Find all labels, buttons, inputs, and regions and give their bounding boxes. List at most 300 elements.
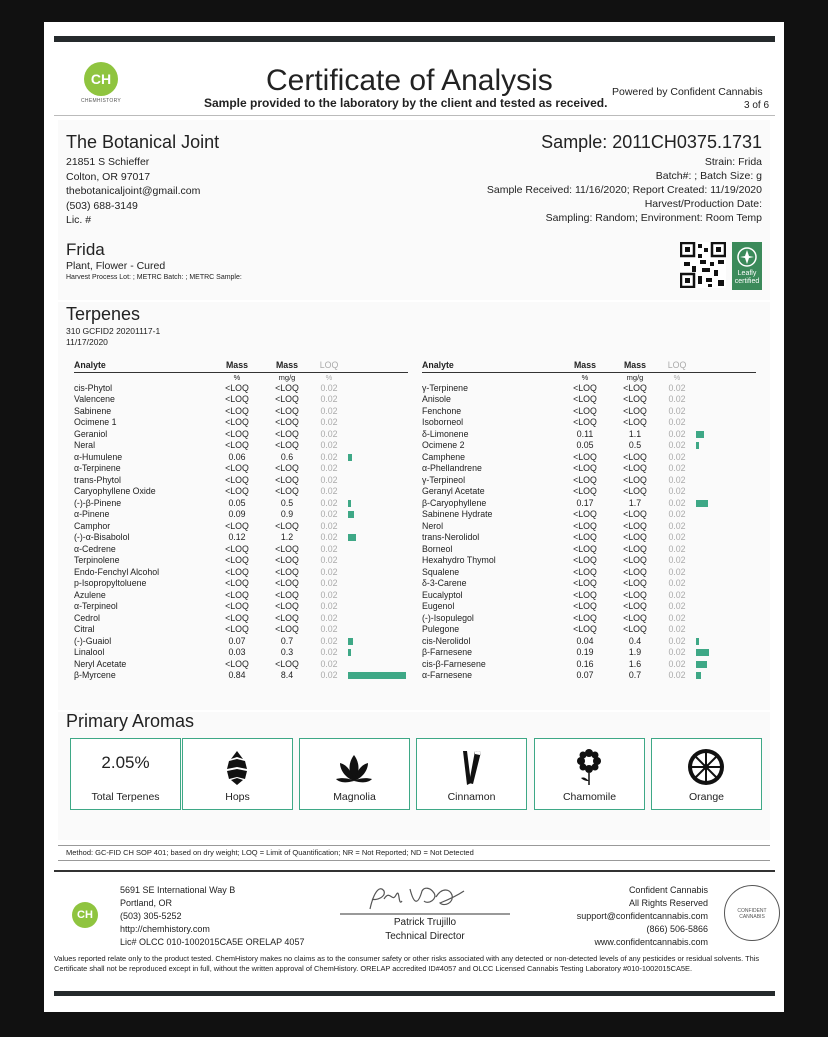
terpene-analyte: β-Caryophyllene xyxy=(422,497,487,508)
terpene-bar-cell xyxy=(346,647,408,659)
terpene-mass-mg: <LOQ xyxy=(623,520,647,531)
product-lot: Harvest Process Lot: ; METRC Batch: ; METRC Sample: xyxy=(66,274,242,281)
terpenes-table-left xyxy=(74,360,408,682)
terpene-row xyxy=(74,578,408,590)
terpene-loq: 0.02 xyxy=(668,578,686,588)
terpene-mass-pct: <LOQ xyxy=(573,566,597,577)
terpene-mass-mg: 1.6 xyxy=(628,658,642,669)
terpene-mass-mg: <LOQ xyxy=(623,612,647,623)
terpene-mass-pct: <LOQ xyxy=(573,624,597,634)
terpene-mass-mg: <LOQ xyxy=(623,417,647,427)
terpene-analyte: α-Humulene xyxy=(74,451,123,462)
terpene-loq: 0.02 xyxy=(668,463,686,473)
terpene-mass-pct: <LOQ xyxy=(225,474,249,485)
terpene-analyte: Ocimene 1 xyxy=(74,417,117,427)
cc-name: Confident Cannabis xyxy=(628,885,708,895)
terpene-bar-cell xyxy=(346,463,408,475)
terpene-loq: 0.02 xyxy=(668,405,686,416)
signer-title: Technical Director xyxy=(385,931,465,942)
terpene-analyte: cis-β-Farnesene xyxy=(422,658,486,669)
col-mass-mg: Mass xyxy=(610,360,660,372)
terpene-mass-mg: <LOQ xyxy=(275,658,299,669)
terpene-row xyxy=(74,555,408,567)
confident-cannabis-seal-icon xyxy=(724,885,780,941)
sample-batch: Batch#: ; Batch Size: g xyxy=(655,170,762,182)
terpene-mass-mg: 0.9 xyxy=(280,509,294,519)
terpene-bar xyxy=(696,442,699,449)
terpene-mass-pct: <LOQ xyxy=(225,394,249,404)
terpene-loq: 0.02 xyxy=(320,382,338,393)
terpene-analyte: Eugenol xyxy=(422,601,455,611)
terpene-mass-mg: 1.7 xyxy=(628,497,642,508)
terpene-bar-cell xyxy=(694,578,756,590)
terpene-loq: 0.02 xyxy=(320,601,338,611)
terpene-mass-mg: <LOQ xyxy=(275,417,299,427)
terpene-loq: 0.02 xyxy=(320,520,338,531)
terpene-loq: 0.02 xyxy=(668,555,686,565)
lab-info xyxy=(120,884,304,949)
terpene-bar-cell xyxy=(346,567,408,579)
terpene-bar-cell xyxy=(346,532,408,544)
terpene-loq: 0.02 xyxy=(320,497,338,508)
terpene-bar-cell xyxy=(694,590,756,602)
leafly-label: Leafly certified xyxy=(734,270,760,285)
orange-slice-icon xyxy=(686,747,726,787)
terpene-analyte: α-Farnesene xyxy=(422,670,473,680)
product-type: Plant, Flower - Cured xyxy=(66,260,166,272)
terpene-bar-cell xyxy=(694,452,756,464)
cc-website[interactable]: www.confidentcannabis.com xyxy=(594,937,708,947)
unit-pct: % xyxy=(581,372,589,382)
divider xyxy=(58,860,770,861)
terpene-analyte: δ-Limonene xyxy=(422,428,469,439)
terpene-analyte: α-Terpineol xyxy=(74,601,118,611)
terpene-loq: 0.02 xyxy=(320,647,338,657)
terpene-analyte: Endo-Fenchyl Alcohol xyxy=(74,566,160,577)
terpene-bar-cell xyxy=(694,394,756,406)
terpene-mass-mg: 0.6 xyxy=(280,451,294,462)
col-analyte: Analyte xyxy=(74,360,212,372)
terpene-analyte: Anisole xyxy=(422,394,451,404)
aroma-label: Hops xyxy=(225,791,250,803)
terpene-mass-pct: 0.11 xyxy=(576,428,594,439)
sample-sampling: Sampling: Random; Environment: Room Temp xyxy=(545,212,762,224)
terpene-mass-pct: <LOQ xyxy=(225,520,249,531)
terpene-mass-mg: 1.9 xyxy=(628,647,642,657)
terpene-bar xyxy=(348,534,356,541)
terpene-analyte: Pulegone xyxy=(422,624,460,634)
terpene-bar-cell xyxy=(346,394,408,406)
terpene-loq: 0.02 xyxy=(320,624,338,634)
terpene-analyte: γ-Terpineol xyxy=(422,474,466,485)
terpene-mass-pct: <LOQ xyxy=(225,589,249,600)
terpene-mass-mg: <LOQ xyxy=(623,474,647,485)
signature-image xyxy=(340,881,510,915)
terpene-mass-mg: 0.3 xyxy=(280,647,294,657)
terpene-bar-cell xyxy=(694,440,756,452)
terpene-bar xyxy=(696,661,707,668)
terpene-analyte: Ocimene 2 xyxy=(422,440,465,450)
terpene-bar-cell xyxy=(694,544,756,556)
terpene-mass-mg: 0.4 xyxy=(628,635,642,646)
chamomile-icon xyxy=(569,747,609,787)
terpene-mass-pct: <LOQ xyxy=(573,451,597,462)
terpene-loq: 0.02 xyxy=(320,612,338,623)
terpene-bar xyxy=(348,511,354,518)
terpene-loq: 0.02 xyxy=(668,543,686,554)
hops-icon xyxy=(217,747,257,787)
terpene-row xyxy=(422,578,756,590)
terpene-bar xyxy=(348,454,352,461)
terpene-loq: 0.02 xyxy=(320,394,338,404)
aroma-total-terpenes xyxy=(70,738,181,810)
terpene-analyte: cis-Nerolidol xyxy=(422,635,471,646)
terpene-bar-cell xyxy=(694,509,756,521)
terpene-analyte: Squalene xyxy=(422,566,460,577)
terpene-loq: 0.02 xyxy=(320,451,338,462)
terpene-bar-cell xyxy=(346,417,408,429)
terpene-row xyxy=(422,521,756,533)
document-title: Certificate of Analysis xyxy=(266,64,553,97)
terpene-bar-cell xyxy=(346,383,408,395)
terpene-loq: 0.02 xyxy=(668,658,686,669)
cc-email[interactable]: support@confidentcannabis.com xyxy=(576,911,708,921)
terpene-bar xyxy=(696,649,709,656)
terpene-bar-cell xyxy=(694,521,756,533)
terpene-mass-pct: <LOQ xyxy=(573,532,597,542)
terpene-loq: 0.02 xyxy=(320,474,338,485)
terpene-mass-mg: <LOQ xyxy=(623,394,647,404)
terpene-mass-mg: <LOQ xyxy=(623,601,647,611)
terpene-row xyxy=(74,521,408,533)
terpene-analyte: Eucalyptol xyxy=(422,589,463,600)
terpene-mass-mg: 0.7 xyxy=(628,670,642,680)
terpene-analyte: Borneol xyxy=(422,543,453,554)
terpene-loq: 0.02 xyxy=(320,670,338,680)
terpene-analyte: β-Farnesene xyxy=(422,647,473,657)
terpene-row xyxy=(74,613,408,625)
lab-website[interactable]: http://chemhistory.com xyxy=(120,924,210,934)
terpene-mass-pct: <LOQ xyxy=(225,601,249,611)
terpene-analyte: Geranyl Acetate xyxy=(422,486,485,496)
terpene-loq: 0.02 xyxy=(320,463,338,473)
terpene-mass-pct: <LOQ xyxy=(225,440,249,450)
terpene-row xyxy=(422,601,756,613)
terpene-mass-pct: 0.05 xyxy=(576,440,594,450)
terpene-mass-pct: 0.84 xyxy=(228,670,246,680)
terpene-bar-cell xyxy=(694,555,756,567)
terpene-mass-mg: <LOQ xyxy=(623,624,647,634)
terpene-row xyxy=(74,486,408,498)
terpene-loq: 0.02 xyxy=(320,578,338,588)
chemhistory-footer-logo: CH xyxy=(72,902,98,928)
terpene-mass-pct: <LOQ xyxy=(225,658,249,669)
terpene-mass-mg: <LOQ xyxy=(275,394,299,404)
terpene-row xyxy=(422,475,756,487)
terpene-mass-pct: 0.17 xyxy=(576,497,594,508)
terpene-mass-mg: <LOQ xyxy=(275,578,299,588)
terpene-mass-mg: <LOQ xyxy=(275,566,299,577)
terpene-row xyxy=(422,647,756,659)
terpene-mass-pct: 0.03 xyxy=(228,647,246,657)
terpene-analyte: α-Terpinene xyxy=(74,463,121,473)
terpene-row xyxy=(422,636,756,648)
unit-mg: mg/g xyxy=(626,372,644,382)
bottom-rule xyxy=(54,991,775,996)
terpene-row xyxy=(422,670,756,682)
terpene-loq: 0.02 xyxy=(668,428,686,439)
terpene-row xyxy=(422,567,756,579)
magnolia-icon xyxy=(334,747,374,787)
terpene-bar-cell xyxy=(346,659,408,671)
terpene-bar-cell xyxy=(694,567,756,579)
terpene-bar-cell xyxy=(346,624,408,636)
terpene-row xyxy=(74,498,408,510)
terpene-row xyxy=(422,544,756,556)
terpene-bar xyxy=(348,500,351,507)
terpene-mass-pct: <LOQ xyxy=(573,509,597,519)
terpene-loq: 0.02 xyxy=(320,440,338,450)
terpene-mass-pct: <LOQ xyxy=(573,520,597,531)
terpene-bar-cell xyxy=(694,636,756,648)
terpene-bar-cell xyxy=(346,486,408,498)
terpene-row xyxy=(74,544,408,556)
terpenes-batch-code: 310 GCFID2 20201117-1 xyxy=(66,326,161,336)
terpene-bar-cell xyxy=(694,383,756,395)
terpene-loq: 0.02 xyxy=(668,647,686,657)
terpene-bar-cell xyxy=(346,601,408,613)
terpene-mass-pct: <LOQ xyxy=(573,474,597,485)
terpene-mass-mg: <LOQ xyxy=(623,405,647,416)
terpenes-table-right xyxy=(422,360,756,682)
terpene-mass-mg: <LOQ xyxy=(275,382,299,393)
terpene-analyte: Valencene xyxy=(74,394,115,404)
terpene-loq: 0.02 xyxy=(320,543,338,554)
terpene-loq: 0.02 xyxy=(668,589,686,600)
terpene-row xyxy=(74,394,408,406)
terpene-mass-mg: <LOQ xyxy=(275,486,299,496)
terpene-bar-cell xyxy=(346,406,408,418)
terpene-mass-mg: <LOQ xyxy=(275,405,299,416)
terpene-bar xyxy=(348,638,353,645)
unit-pct: % xyxy=(233,372,241,382)
terpene-mass-pct: <LOQ xyxy=(573,405,597,416)
terpene-row xyxy=(422,555,756,567)
terpene-row xyxy=(422,509,756,521)
terpene-row xyxy=(422,417,756,429)
terpene-analyte: Sabinene Hydrate xyxy=(422,509,493,519)
terpene-loq: 0.02 xyxy=(668,601,686,611)
terpene-loq: 0.02 xyxy=(320,417,338,427)
lab-license: Lic# OLCC 010-1002015CA5E ORELAP 4057 xyxy=(120,937,305,947)
terpene-loq: 0.02 xyxy=(668,394,686,404)
terpene-analyte: Caryophyllene Oxide xyxy=(74,486,156,496)
unit-mg: mg/g xyxy=(278,372,296,382)
terpene-mass-pct: 0.07 xyxy=(576,670,594,680)
terpene-loq: 0.02 xyxy=(320,428,338,439)
terpene-mass-pct: <LOQ xyxy=(573,486,597,496)
terpene-bar-cell xyxy=(694,532,756,544)
cc-info xyxy=(544,884,708,949)
terpene-mass-mg: <LOQ xyxy=(623,578,647,588)
chemhistory-logo: CH xyxy=(84,62,118,96)
terpene-mass-mg: <LOQ xyxy=(623,566,647,577)
terpenes-date: 11/17/2020 xyxy=(66,337,108,347)
terpene-mass-pct: 0.12 xyxy=(228,532,246,542)
terpene-bar xyxy=(348,649,351,656)
terpene-loq: 0.02 xyxy=(320,566,338,577)
terpene-analyte: Neral xyxy=(74,440,96,450)
aroma-orange xyxy=(651,738,762,810)
terpene-row xyxy=(74,647,408,659)
lab-address1: 5691 SE International Way B xyxy=(120,885,236,895)
qr-code-icon[interactable] xyxy=(680,242,726,288)
divider xyxy=(58,845,770,846)
terpene-mass-pct: <LOQ xyxy=(573,578,597,588)
terpene-bar-cell xyxy=(694,613,756,625)
col-mass-mg: Mass xyxy=(262,360,312,372)
terpene-row xyxy=(74,590,408,602)
terpene-bar-cell xyxy=(694,463,756,475)
total-terpenes-value: 2.05% xyxy=(101,753,150,772)
chemhistory-logo-caption: CHEMHISTORY xyxy=(81,98,122,104)
terpene-mass-pct: <LOQ xyxy=(225,417,249,427)
aroma-hops xyxy=(182,738,293,810)
sample-received: Sample Received: 11/16/2020; Report Created: 11/19/2020 xyxy=(486,184,762,196)
terpene-row xyxy=(422,613,756,625)
terpene-analyte: cis-Phytol xyxy=(74,382,113,393)
document-subtitle: Sample provided to the laboratory by the client and tested as received. xyxy=(204,96,608,110)
cc-phone: (866) 506-5866 xyxy=(646,924,708,934)
terpene-bar-cell xyxy=(694,601,756,613)
terpene-row xyxy=(422,498,756,510)
terpene-analyte: (-)-α-Bisabolol xyxy=(74,532,130,542)
terpene-row xyxy=(422,624,756,636)
col-loq: LOQ xyxy=(312,360,346,372)
leafly-badge[interactable] xyxy=(732,242,762,290)
terpene-bar-cell xyxy=(346,670,408,682)
terpene-loq: 0.02 xyxy=(320,405,338,416)
terpene-mass-pct: 0.07 xyxy=(228,635,246,646)
terpene-row xyxy=(422,659,756,671)
terpene-mass-mg: <LOQ xyxy=(623,486,647,496)
total-terpenes-label: Total Terpenes xyxy=(91,791,160,803)
terpene-analyte: Fenchone xyxy=(422,405,462,416)
terpene-analyte: p-Isopropyltoluene xyxy=(74,578,147,588)
aroma-label: Chamomile xyxy=(562,791,617,803)
terpene-bar-cell xyxy=(346,521,408,533)
terpene-loq: 0.02 xyxy=(668,451,686,462)
terpene-mass-pct: <LOQ xyxy=(225,463,249,473)
cinnamon-icon xyxy=(451,747,491,787)
terpene-row xyxy=(74,440,408,452)
terpene-loq: 0.02 xyxy=(668,612,686,623)
terpene-mass-pct: <LOQ xyxy=(573,612,597,623)
client-email: thebotanicaljoint@gmail.com xyxy=(66,185,201,197)
terpene-mass-mg: <LOQ xyxy=(275,624,299,634)
terpene-bar-cell xyxy=(346,636,408,648)
terpene-mass-pct: <LOQ xyxy=(573,394,597,404)
terpene-analyte: Sabinene xyxy=(74,405,112,416)
unit-loq: % xyxy=(325,372,333,382)
terpene-mass-mg: <LOQ xyxy=(275,612,299,623)
terpene-analyte: Hexahydro Thymol xyxy=(422,555,496,565)
terpene-mass-pct: <LOQ xyxy=(225,566,249,577)
terpene-mass-pct: <LOQ xyxy=(573,543,597,554)
terpene-analyte: γ-Terpinene xyxy=(422,382,468,393)
aroma-chamomile xyxy=(534,738,645,810)
terpene-bar-cell xyxy=(346,613,408,625)
terpene-bar-cell xyxy=(694,498,756,510)
terpene-row xyxy=(74,417,408,429)
sample-strain: Strain: Frida xyxy=(704,156,762,168)
terpene-mass-pct: <LOQ xyxy=(573,382,597,393)
terpene-row xyxy=(74,601,408,613)
terpene-analyte: (-)-Guaiol xyxy=(74,635,112,646)
leafly-leaf-icon xyxy=(736,246,758,268)
terpene-mass-mg: <LOQ xyxy=(623,543,647,554)
terpene-loq: 0.02 xyxy=(668,382,686,393)
seal-text: CONFIDENT CANNABIS xyxy=(737,908,767,920)
terpene-mass-mg: <LOQ xyxy=(623,451,647,462)
terpene-mass-mg: 0.5 xyxy=(280,497,294,508)
terpene-bar-cell xyxy=(694,647,756,659)
aroma-magnolia xyxy=(299,738,410,810)
terpene-row xyxy=(422,429,756,441)
terpene-mass-mg: <LOQ xyxy=(275,589,299,600)
terpene-analyte: trans-Nerolidol xyxy=(422,532,480,542)
terpene-analyte: Camphene xyxy=(422,451,466,462)
cc-rights: All Rights Reserved xyxy=(628,898,708,908)
terpene-loq: 0.02 xyxy=(668,417,686,427)
terpene-mass-mg: <LOQ xyxy=(275,520,299,531)
sample-harvest: Harvest/Production Date: xyxy=(644,198,762,210)
terpene-bar-cell xyxy=(694,486,756,498)
terpene-bar-cell xyxy=(694,659,756,671)
product-name: Frida xyxy=(66,240,105,259)
terpene-mass-pct: <LOQ xyxy=(573,601,597,611)
terpene-analyte: δ-3-Carene xyxy=(422,578,467,588)
terpene-mass-mg: <LOQ xyxy=(275,474,299,485)
terpene-analyte: Neryl Acetate xyxy=(74,658,127,669)
col-loq: LOQ xyxy=(660,360,694,372)
lab-phone: (503) 305-5252 xyxy=(120,911,182,921)
terpene-analyte: Citral xyxy=(74,624,95,634)
terpene-bar xyxy=(696,672,701,679)
terpene-bar-cell xyxy=(346,544,408,556)
terpene-mass-mg: <LOQ xyxy=(623,382,647,393)
terpene-mass-mg: 1.1 xyxy=(628,428,642,439)
divider xyxy=(54,115,775,116)
terpene-mass-mg: <LOQ xyxy=(623,555,647,565)
terpene-mass-mg: 1.2 xyxy=(280,532,294,542)
terpene-bar-cell xyxy=(346,590,408,602)
terpene-analyte: α-Cedrene xyxy=(74,543,116,554)
terpene-row xyxy=(74,509,408,521)
top-rule xyxy=(54,36,775,42)
terpene-analyte: (-)-β-Pinene xyxy=(74,497,122,508)
terpene-loq: 0.02 xyxy=(320,589,338,600)
terpene-analyte: Linalool xyxy=(74,647,105,657)
aroma-label: Cinnamon xyxy=(447,791,496,803)
terpene-loq: 0.02 xyxy=(668,670,686,680)
terpene-loq: 0.02 xyxy=(668,440,686,450)
lab-address2: Portland, OR xyxy=(120,898,173,908)
terpene-loq: 0.02 xyxy=(320,509,338,519)
aroma-label: Magnolia xyxy=(333,791,376,803)
col-analyte: Analyte xyxy=(422,360,560,372)
terpene-loq: 0.02 xyxy=(668,474,686,485)
